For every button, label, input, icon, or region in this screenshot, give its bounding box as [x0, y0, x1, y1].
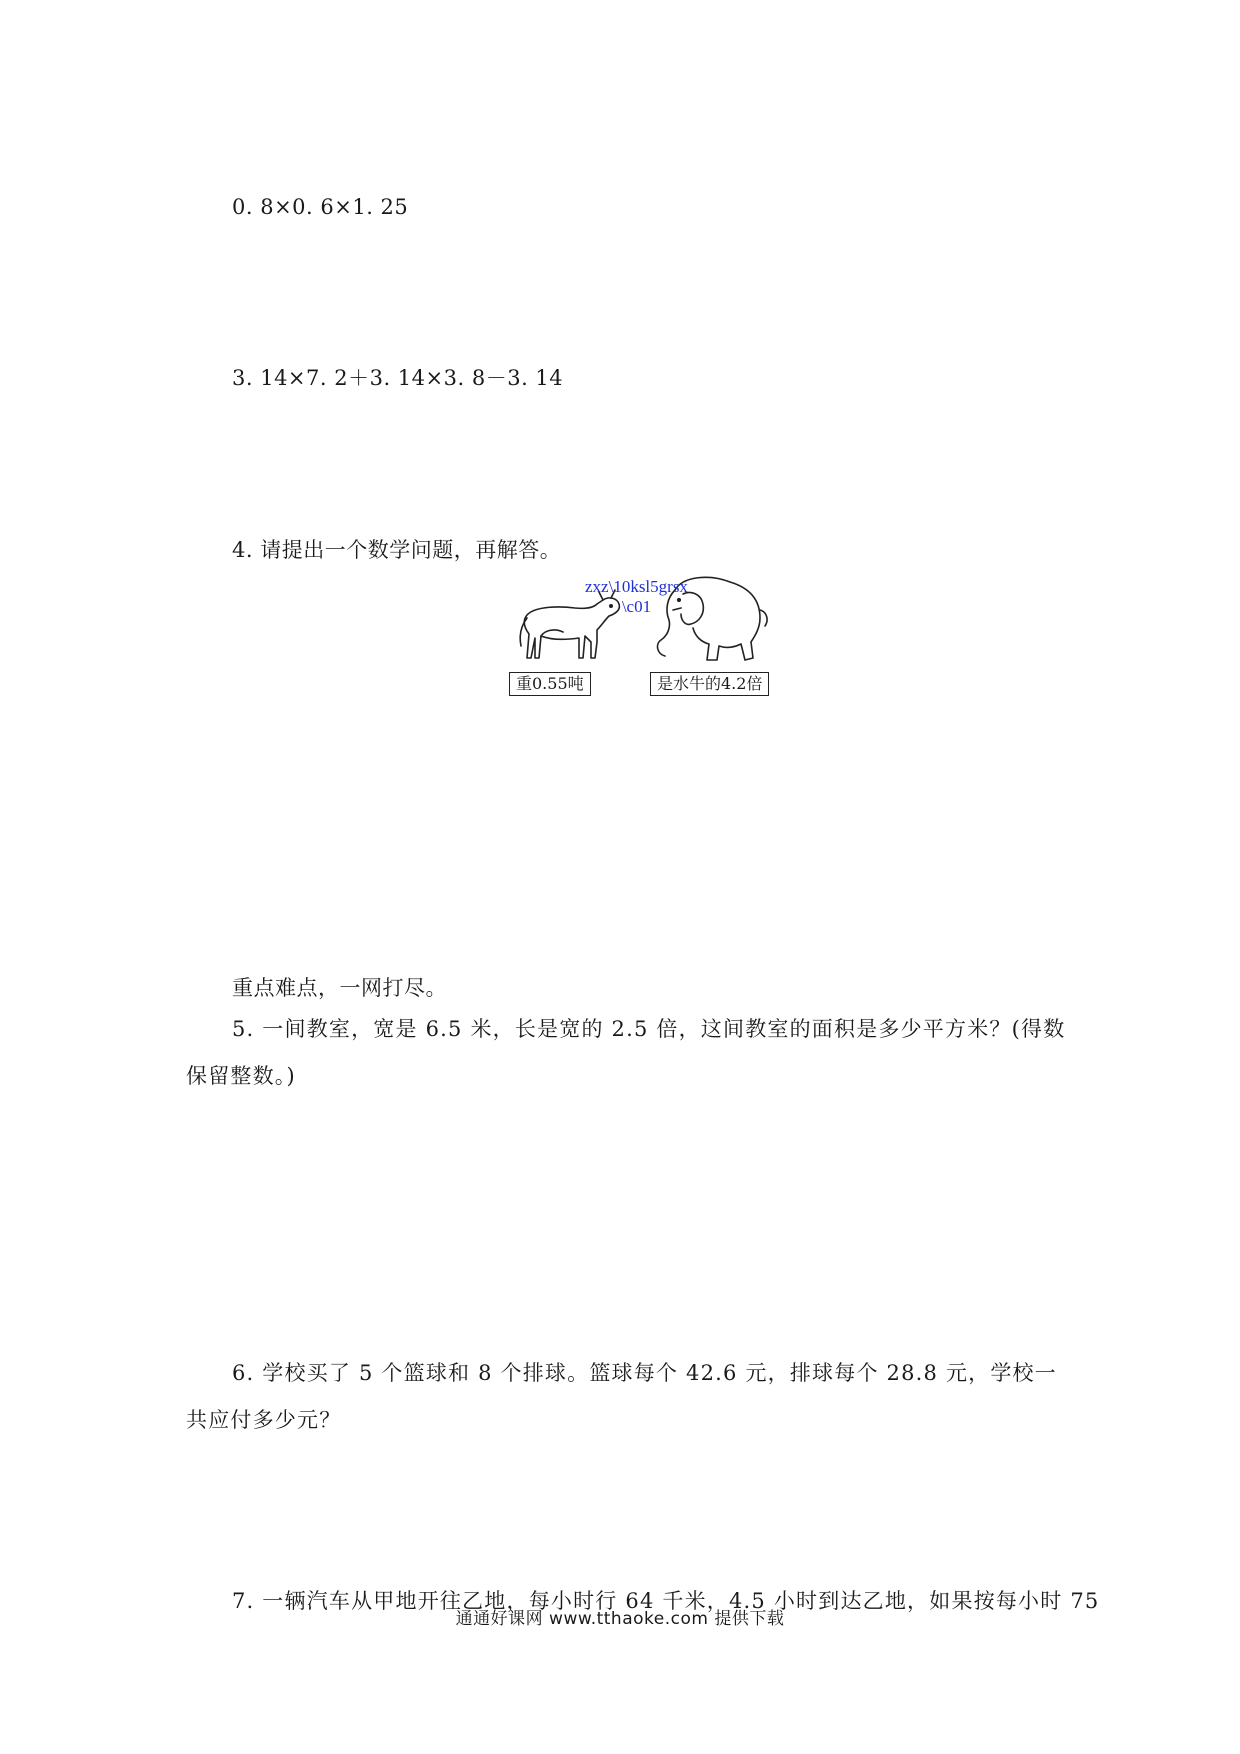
cow-elephant-figure — [505, 570, 785, 710]
section-heading: 重点难点，一网打尽。 — [232, 976, 447, 1000]
expression-1: 0. 8×0. 6×1. 25 — [232, 195, 409, 219]
question-7-text: 7. 一辆汽车从甲地开往乙地，每小时行 64 千米，4.5 小时到达乙地，如果按每小时 75 — [232, 1589, 1100, 1613]
elephant-ratio-callout: 是水牛的4.2倍 — [650, 672, 769, 696]
question-4-text: 4. 请提出一个数学问题，再解答。 — [232, 538, 562, 562]
watermark — [585, 577, 688, 617]
question-6-text: 6. 学校买了 5 个篮球和 8 个排球。篮球每个 42.6 元，排球每个 28.8 元，学校一共应付多少元？ — [186, 1361, 1057, 1432]
expression-2: 3. 14×7. 2＋3. 14×3. 8－3. 14 — [232, 366, 564, 390]
question-5-text: 5. 一间教室，宽是 6.5 米，长是宽的 2.5 倍，这间教室的面积是多少平方米？(得数保留整数。) — [186, 1017, 1066, 1088]
watermark-line-2: \c01 — [621, 597, 652, 616]
cow-weight-callout: 重0.55吨 — [509, 672, 591, 696]
watermark-line-1: zxz\10ksl5grsx — [585, 577, 688, 596]
footer: 通通好课网 www.tthaoke.com 提供下载 — [455, 1609, 785, 1629]
